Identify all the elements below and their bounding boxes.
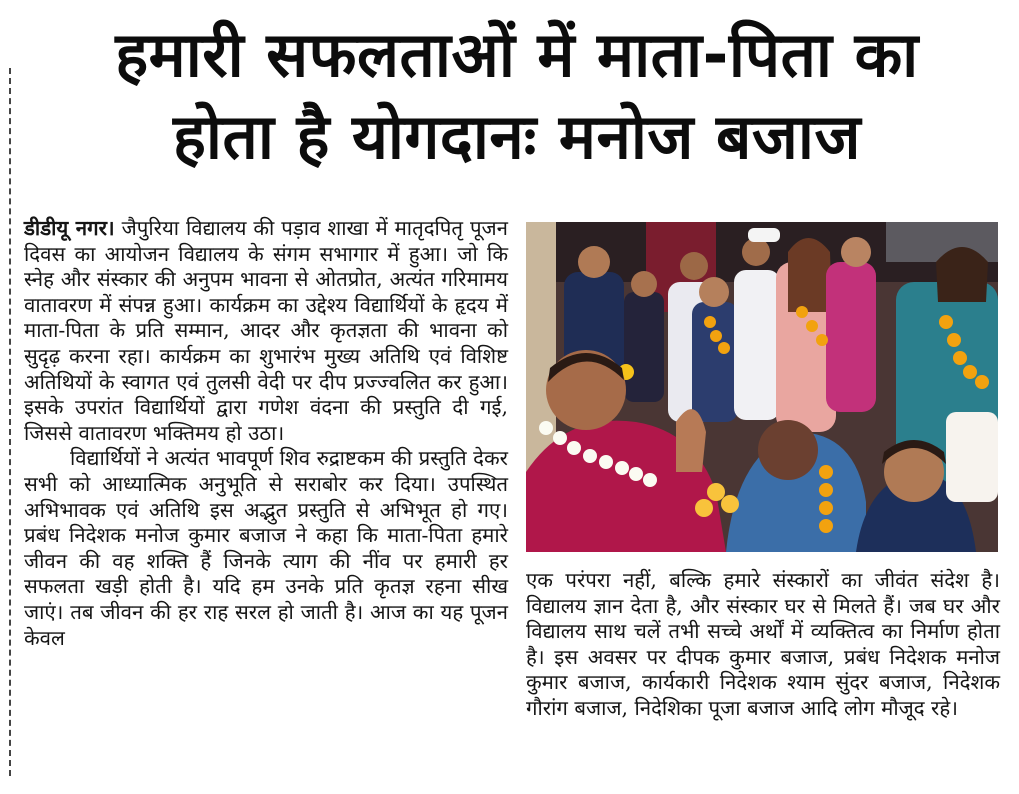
article-column-right [526, 568, 1000, 722]
dateline: डीडीयू नगर। [24, 216, 115, 240]
column-rule [9, 68, 11, 776]
article-column-left [24, 216, 508, 651]
headline [22, 14, 1012, 178]
headline-line-2: होता है योगदानः मनोज बजाज [173, 100, 861, 173]
paragraph-1-text: जैपुरिया विद्यालय की पड़ाव शाखा में मातृदपितृ पूजन दिवस का आयोजन विद्यालय के संगम सभागार में हुआ। जो कि स्नेह और संस्कार की अनुपम भावना से ओतप्रोत, अत्यंत गरिमामय वातावरण में संपन्न हुआ। कार्यक्रम का उद्देश्य विद्यार्थियों के हृदय में माता-पिता के प्रति सम्मान, आदर और कृतज्ञता की भावना को सुदृढ़ करना रहा। कार्यक्रम का शुभारंभ मुख्य अतिथि एवं विशिष्ट अतिथियों के स्वागत एवं तुलसी वेदी पर दीप प्रज्ज्वलित कर हुआ। इसके उपरांत विद्यार्थियों द्वारा गणेश वंदना की प्रस्तुति दी गई, जिससे वातावरण भक्तिमय हो उठा। [24, 216, 509, 445]
event-photo [526, 222, 998, 552]
headline-line-1: हमारी सफलताओं में माता-पिता का [115, 18, 919, 91]
paragraph-3: एक परंपरा नहीं, बल्कि हमारे संस्कारों का जीवंत संदेश है। विद्यालय ज्ञान देता है, और संस्कार घर से मिलते हैं। जब घर और विद्यालय साथ चलें तभी सच्चे अर्थों में व्यक्तित्व का निर्माण होता है। इस अवसर पर दीपक कुमार बजाज, प्रबंध निदेशक मनोज कुमार बजाज, कार्यकारी निदेशक श्याम सुंदर बजाज, निदेशक गौरांग बजाज, निदेशिका पूजा बजाज आदि लोग मौजूद रहे। [526, 568, 1000, 720]
paragraph-2: विद्यार्थियों ने अत्यंत भावपूर्ण शिव रुद्राष्टकम की प्रस्तुति देकर सभी को आध्यात्मिक अनुभूति से सराबोर कर दिया। उपस्थित अभिभावक एवं अतिथि इस अद्भुत प्रस्तुति से अभिभूत हो गए। प्रबंध निदेशक मनोज कुमार बजाज ने कहा कि माता-पिता हमारे जीवन की वह शक्ति हैं जिनके त्याग की नींव पर हमारी हर सफलता खड़ी होती है। यदि हम उनके प्रति कृतज्ञ रहना सीख जाएं। तब जीवन की हर राह सरल हो जाती है। आज का यह पूजन केवल [24, 446, 508, 650]
paragraph-1 [24, 216, 508, 446]
